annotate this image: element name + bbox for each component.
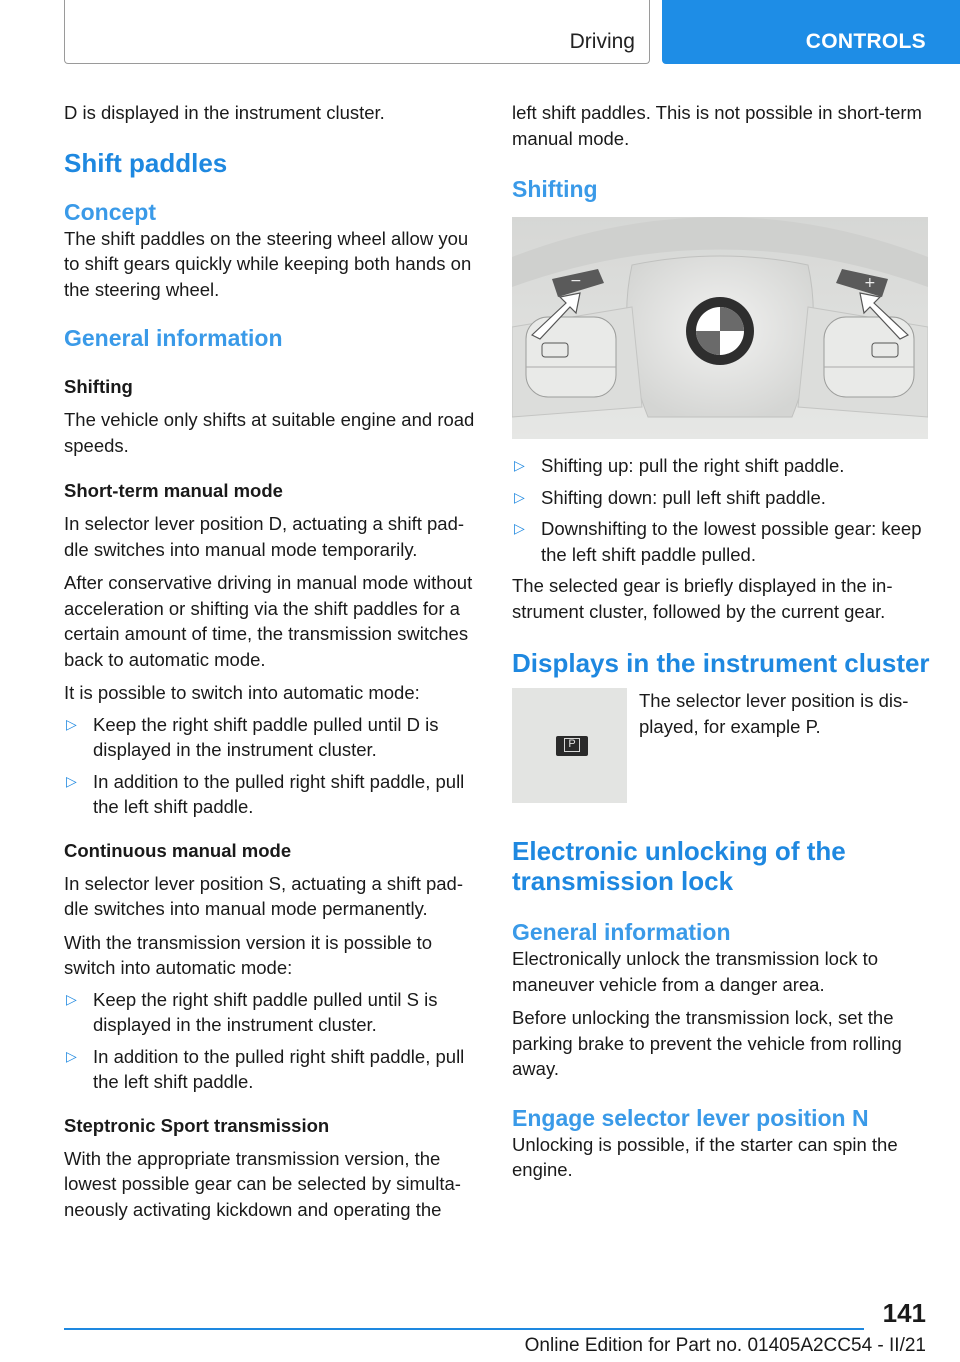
heading-engage-selector-n: Engage selector lever position N	[512, 1104, 869, 1131]
shifting-bullet-list	[512, 453, 932, 567]
header-section-label: Driving	[569, 30, 635, 53]
left-column	[64, 100, 478, 1222]
intro-text: D is displayed in the instrument cluster.	[64, 102, 385, 123]
heading-steptronic-sport: Steptronic Sport transmission	[64, 1114, 330, 1136]
shifting-after-text: The selected gear is briefly displayed in the instrument cluster, followed by the current gear.	[512, 575, 893, 622]
heading-displays-instrument-cluster: Displays in the instrument cluster	[512, 648, 930, 678]
list-item: ▷ Shifting down: pull left shift paddle.	[512, 485, 932, 511]
continuous-paragraph-1: In selector lever position S, actuating a shift paddle switches into manual mode permanently.	[64, 872, 464, 919]
short-term-paragraph-3: It is possible to switch into automatic mode:	[64, 682, 420, 703]
list-item: ▷ In addition to the pulled right shift paddle, pull the left shift paddle.	[66, 770, 465, 817]
short-term-bullet-list	[64, 712, 478, 820]
continued-text: left shift paddles. This is not possible in short-term manual mode.	[512, 102, 922, 149]
bmw-logo-icon	[686, 297, 754, 365]
header-chapter-tab	[662, 0, 960, 64]
heading-general-information-right: General information	[512, 919, 731, 945]
bullet-triangle-icon: ▷	[66, 1047, 77, 1064]
heading-shifting: Shifting	[64, 376, 133, 397]
heading-electronic-unlocking: Electronic unlocking of the transmission lock	[512, 836, 846, 896]
header-section-tab	[64, 0, 650, 64]
heading-general-information: General information	[64, 325, 283, 351]
edition-text: Online Edition for Part no. 01405A2CC54 - II/21	[524, 1335, 926, 1356]
shifting-text: The vehicle only shifts at suitable engine and road speeds.	[64, 409, 475, 456]
bullet-triangle-icon: ▷	[514, 457, 525, 473]
bullet-triangle-icon: ▷	[66, 772, 77, 789]
list-item: ▷ Keep the right shift paddle pulled until D is displayed in the instrument cluster.	[66, 713, 439, 760]
heading-concept: Concept	[64, 198, 156, 225]
steering-wheel-image	[512, 217, 928, 439]
heading-shifting-right: Shifting	[512, 176, 598, 202]
page-number: 141	[882, 1298, 926, 1328]
bullet-triangle-icon: ▷	[514, 488, 525, 505]
bullet-triangle-icon: ▷	[66, 990, 77, 1007]
bullet-triangle-icon: ▷	[514, 520, 525, 536]
plus-label: +	[864, 275, 876, 291]
instrument-display-image	[512, 688, 627, 803]
list-item: ▷ Downshifting to the lowest possible gear: keep the left shift paddle pulled.	[514, 518, 922, 565]
concept-text: The shift paddles on the steering wheel allow you to shift gears quickly while keeping both hands on the steering wheel.	[64, 227, 472, 300]
minus-label: −	[570, 273, 582, 289]
header-chapter-label: CONTROLS	[805, 30, 926, 53]
short-term-paragraph-1: In selector lever position D, actuating a shift paddle switches into manual mode temporarily.	[64, 513, 465, 560]
p-display-icon: P	[564, 738, 580, 752]
footer-rule	[64, 1328, 864, 1330]
general-paragraph-1: Electronically unlock the transmission lock to maneuver vehicle from a danger area.	[512, 948, 879, 995]
right-column	[512, 100, 932, 1183]
engage-text: Unlocking is possible, if the starter can spin the engine.	[512, 1133, 898, 1180]
continuous-paragraph-2: With the transmission version it is possible to switch into automatic mode:	[64, 931, 433, 978]
heading-short-term-manual-mode: Short-term manual mode	[64, 480, 283, 501]
continuous-bullet-list	[64, 987, 478, 1095]
heading-shift-paddles: Shift paddles	[64, 147, 228, 178]
heading-continuous-manual-mode: Continuous manual mode	[64, 839, 292, 861]
list-item: ▷ Keep the right shift paddle pulled until S is displayed in the instrument cluster.	[66, 988, 438, 1035]
steptronic-text: With the appropriate transmission version, the lowest possible gear can be selected by simultaneously activating kickdown and operating the	[64, 1147, 461, 1220]
list-item: ▷ Shifting up: pull the right shift paddle.	[512, 453, 932, 479]
general-paragraph-2: Before unlocking the transmission lock, set the parking brake to prevent the vehicle from rolling away.	[512, 1007, 902, 1079]
display-example-row	[512, 688, 932, 806]
displays-text: The selector lever position is displayed, for example P.	[639, 690, 909, 737]
bullet-triangle-icon: ▷	[66, 715, 77, 732]
list-item: ▷ In addition to the pulled right shift paddle, pull the left shift paddle.	[66, 1045, 465, 1092]
short-term-paragraph-2: After conservative driving in manual mode without acceleration or shifting via the shift paddles for a certain amount of time, the transmission switches back to automatic mode.	[64, 572, 473, 670]
